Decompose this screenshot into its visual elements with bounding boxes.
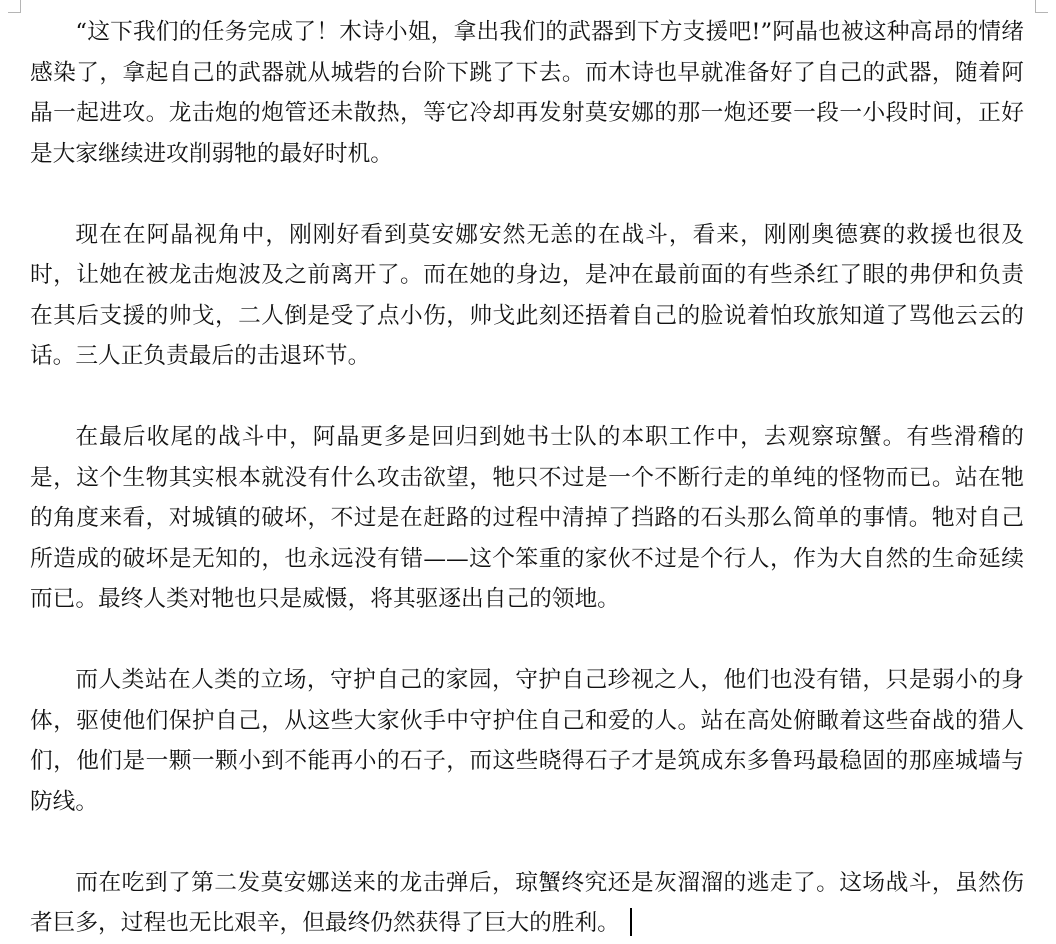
text-cursor — [630, 908, 632, 936]
margin-corner-mark-top-left — [8, 0, 21, 13]
paragraph-5-text: 而在吃到了第二发莫安娜送来的龙击弹后，琼蟹终究还是灰溜溜的逃走了。这场战斗，虽然伤者巨多，过程也无比艰辛，但最终仍然获得了巨大的胜利。 — [30, 869, 1024, 936]
empty-line — [30, 822, 1024, 863]
empty-line — [30, 174, 1024, 215]
document-text-area[interactable] — [30, 12, 1024, 944]
empty-line — [30, 377, 1024, 418]
paragraph-4: 而人类站在人类的立场，守护自己的家园，守护自己珍视之人，他们也没有错，只是弱小的身体，驱使他们保护自己，从这些大家伙手中守护住自己和爱的人。站在高处俯瞰着这些奋战的猎人们，他们是一颗一颗小到不能再小的石子，而这些晓得石子才是筑成东多鲁玛最稳固的那座城墙与防线。 — [30, 667, 1024, 815]
empty-line — [30, 620, 1024, 661]
paragraph-3: 在最后收尾的战斗中，阿晶更多是回归到她书士队的本职工作中，去观察琼蟹。有些滑稽的是，这个生物其实根本就没有什么攻击欲望，牠只不过是一个不断行走的单纯的怪物而已。站在牠的角度来看，对城镇的破坏，不过是在赶路的过程中清掉了挡路的石头那么简单的事情。牠对自己所造成的破坏是无知的，也永远没有错——这个笨重的家伙不过是个行人，作为大自然的生命延续而已。最终人类对牠也只是威慑，将其驱逐出自己的领地。 — [30, 424, 1024, 612]
margin-corner-mark-top-right — [1035, 0, 1048, 13]
paragraph-1: “这下我们的任务完成了！木诗小姐，拿出我们的武器到下方支援吧!”阿晶也被这种高昂的情绪感染了，拿起自己的武器就从城砦的台阶下跳了下去。而木诗也早就准备好了自己的武器，随着阿晶一起进攻。龙击炮的炮管还未散热，等它冷却再发射莫安娜的那一炮还要一段一小段时间，正好是大家继续进攻削弱牠的最好时机。 — [30, 19, 1024, 167]
paragraph-2: 现在在阿晶视角中，刚刚好看到莫安娜安然无恙的在战斗，看来，刚刚奥德赛的救援也很及时，让她在被龙击炮波及之前离开了。而在她的身边，是冲在最前面的有些杀红了眼的弗伊和负责在其后支援的帅戈，二人倒是受了点小伤，帅戈此刻还捂着自己的脸说着怕玫旅知道了骂他云云的话。三人正负责最后的击退环节。 — [30, 221, 1024, 369]
paragraph-5 — [30, 863, 1024, 944]
